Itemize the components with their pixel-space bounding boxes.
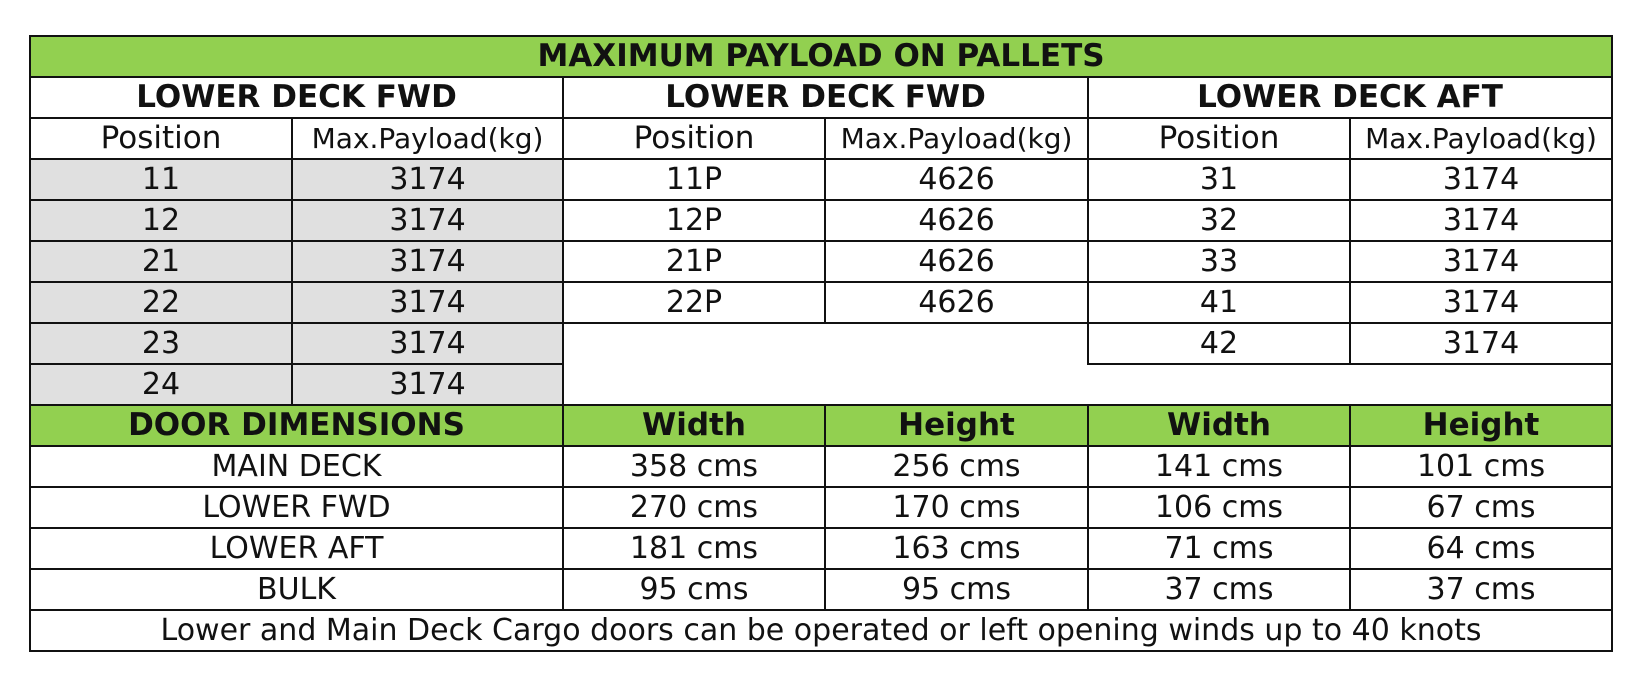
table-title: MAXIMUM PAYLOAD ON PALLETS <box>30 36 1612 77</box>
payload-cell: 4626 <box>825 282 1088 323</box>
payload-cell: 3174 <box>292 159 563 200</box>
position-cell: 22P <box>563 282 825 323</box>
door-value: 37 cms <box>1350 569 1612 610</box>
section-heading-lower-deck-fwd-p: LOWER DECK FWD <box>563 77 1088 118</box>
payload-cell: 3174 <box>292 364 563 405</box>
door-value: 170 cms <box>825 487 1088 528</box>
door-col-width: Width <box>563 405 825 446</box>
column-header-payload: Max.Payload(kg) <box>292 118 563 159</box>
table-row <box>30 241 1612 282</box>
payload-cell: 3174 <box>1350 200 1612 241</box>
table-row <box>30 200 1612 241</box>
door-name: MAIN DECK <box>30 446 563 487</box>
position-cell: 11 <box>30 159 292 200</box>
door-value: 141 cms <box>1088 446 1350 487</box>
door-col-height: Height <box>825 405 1088 446</box>
door-row <box>30 569 1612 610</box>
column-header-position: Position <box>563 118 825 159</box>
door-value: 181 cms <box>563 528 825 569</box>
door-value: 163 cms <box>825 528 1088 569</box>
column-header-row <box>30 118 1612 159</box>
position-cell: 31 <box>1088 159 1350 200</box>
door-value: 37 cms <box>1088 569 1350 610</box>
payload-cell: 3174 <box>292 323 563 364</box>
door-row <box>30 528 1612 569</box>
position-cell: 22 <box>30 282 292 323</box>
table-row <box>30 364 1612 405</box>
door-col-width: Width <box>1088 405 1350 446</box>
payload-cell: 3174 <box>292 241 563 282</box>
position-cell: 23 <box>30 323 292 364</box>
position-cell: 21P <box>563 241 825 282</box>
table-row <box>30 282 1612 323</box>
payload-cell: 3174 <box>1350 241 1612 282</box>
door-value: 95 cms <box>825 569 1088 610</box>
door-value: 256 cms <box>825 446 1088 487</box>
door-row <box>30 487 1612 528</box>
table-row <box>30 323 1612 364</box>
position-cell: 24 <box>30 364 292 405</box>
door-value: 64 cms <box>1350 528 1612 569</box>
door-name: LOWER AFT <box>30 528 563 569</box>
payload-cell: 3174 <box>292 282 563 323</box>
door-value: 95 cms <box>563 569 825 610</box>
section-heading-lower-deck-fwd: LOWER DECK FWD <box>30 77 563 118</box>
footer-row <box>30 610 1612 651</box>
column-header-payload: Max.Payload(kg) <box>825 118 1088 159</box>
position-cell: 21 <box>30 241 292 282</box>
door-name: BULK <box>30 569 563 610</box>
door-value: 71 cms <box>1088 528 1350 569</box>
door-header-row <box>30 405 1612 446</box>
door-value: 358 cms <box>563 446 825 487</box>
column-header-position: Position <box>30 118 292 159</box>
payload-table <box>29 35 1613 652</box>
door-name: LOWER FWD <box>30 487 563 528</box>
payload-cell: 4626 <box>825 241 1088 282</box>
door-value: 106 cms <box>1088 487 1350 528</box>
payload-cell: 4626 <box>825 159 1088 200</box>
position-cell: 12P <box>563 200 825 241</box>
title-row <box>30 36 1612 77</box>
position-cell: 12 <box>30 200 292 241</box>
section-heading-row <box>30 77 1612 118</box>
position-cell: 32 <box>1088 200 1350 241</box>
position-cell: 41 <box>1088 282 1350 323</box>
section-heading-lower-deck-aft: LOWER DECK AFT <box>1088 77 1612 118</box>
position-cell: 42 <box>1088 323 1350 364</box>
payload-cell: 3174 <box>1350 323 1612 364</box>
column-header-payload: Max.Payload(kg) <box>1350 118 1612 159</box>
door-value: 101 cms <box>1350 446 1612 487</box>
payload-cell: 3174 <box>1350 282 1612 323</box>
empty-cell <box>563 323 1088 364</box>
table-row <box>30 159 1612 200</box>
door-dimensions-heading: DOOR DIMENSIONS <box>30 405 563 446</box>
position-cell: 11P <box>563 159 825 200</box>
door-value: 67 cms <box>1350 487 1612 528</box>
door-value: 270 cms <box>563 487 825 528</box>
payload-cell: 3174 <box>1350 159 1612 200</box>
column-header-position: Position <box>1088 118 1350 159</box>
position-cell: 33 <box>1088 241 1350 282</box>
payload-cell: 4626 <box>825 200 1088 241</box>
door-col-height: Height <box>1350 405 1612 446</box>
door-row <box>30 446 1612 487</box>
footer-note: Lower and Main Deck Cargo doors can be operated or left opening winds up to 40 knots <box>30 610 1612 651</box>
payload-cell: 3174 <box>292 200 563 241</box>
empty-cell <box>563 364 1612 405</box>
